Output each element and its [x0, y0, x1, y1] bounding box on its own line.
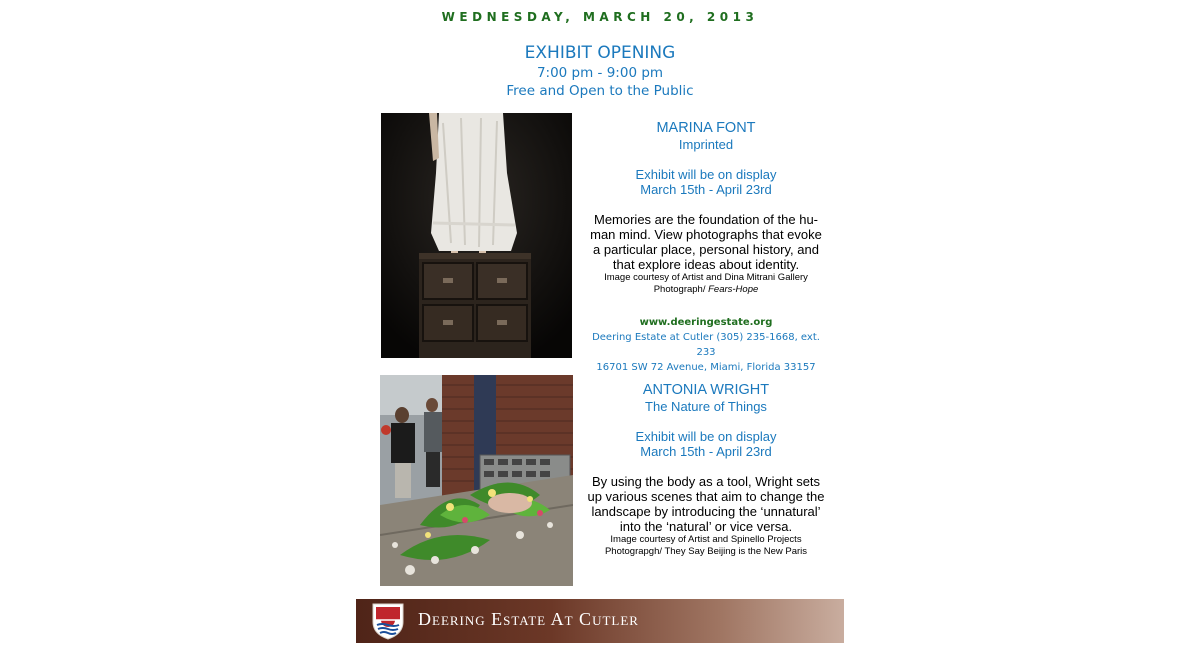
image-credit: Image courtesy of Artist and Spinello Projects [610, 534, 802, 545]
photo-credit-text: Photograph/ Fears-Hope [653, 284, 759, 295]
description-line: that explore ideas about identity. [612, 257, 800, 272]
artist-name: MARINA FONT [656, 120, 756, 136]
display-dates: March 15th - April 23rd [640, 444, 772, 459]
image-credit: Image courtesy of Artist and Dina Mitrani Gallery [604, 272, 808, 283]
event-title: EXHIBIT OPENING [524, 43, 676, 63]
brand-name: Deering Estate At Cutler [418, 609, 639, 629]
event-admission: Free and Open to the Public [506, 83, 694, 99]
contact-info [585, 316, 827, 375]
photo-credit: Photograpgh/ They Say Beijing is the New Paris [604, 546, 808, 557]
exhibit-description [585, 474, 827, 534]
display-label: Exhibit will be on display [635, 429, 777, 444]
crest-icon [371, 602, 405, 640]
event-date: WEDNESDAY, MARCH 20, 2013 [441, 10, 759, 24]
event-info [0, 42, 1200, 100]
contact-address: 16701 SW 72 Avenue, Miami, Florida 33157 [596, 362, 816, 373]
exhibit-title: The Nature of Things [645, 399, 767, 414]
display-dates: March 15th - April 23rd [640, 182, 772, 197]
exhibit-title: Imprinted [678, 137, 734, 152]
description-line: up various scenes that aim to change the [587, 489, 825, 504]
description-line: landscape by introducing the ‘unnatural’ [591, 504, 821, 519]
antonia-wright-photo [380, 375, 573, 586]
description-line: Memories are the foundation of the hu- [593, 212, 819, 227]
antonia-wright-info [585, 381, 827, 558]
artist-name: ANTONIA WRIGHT [642, 382, 770, 398]
description-line: into the ‘natural’ or vice versa. [619, 519, 793, 534]
photo-credit [585, 284, 827, 296]
marina-font-photo [381, 113, 572, 358]
description-line: a particular place, personal history, and [593, 242, 819, 257]
description-line: By using the body as a tool, Wright sets [591, 474, 821, 489]
display-label: Exhibit will be on display [635, 167, 777, 182]
footer-banner [356, 599, 844, 643]
marina-font-info [585, 119, 827, 296]
website-link[interactable]: www.deeringestate.org [639, 317, 773, 328]
description-line: man mind. View photographs that evoke [590, 227, 822, 242]
exhibit-description [585, 212, 827, 272]
event-time: 7:00 pm - 9:00 pm [536, 65, 664, 81]
contact-phone: Deering Estate at Cutler (305) 235-1668, ext. 233 [592, 332, 820, 358]
